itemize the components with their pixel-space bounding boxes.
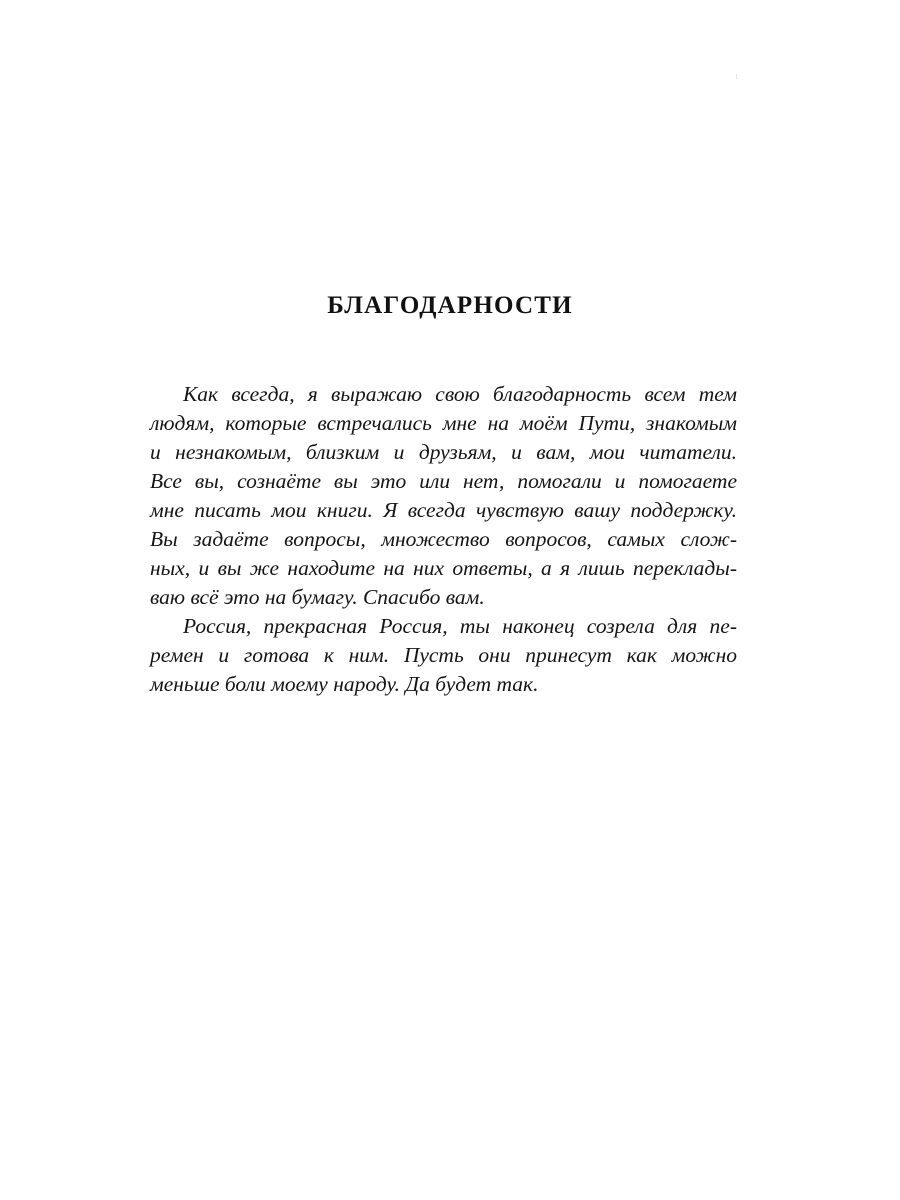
page-title: БЛАГОДАРНОСТИ <box>327 292 573 319</box>
paragraph-2-line-2: ремен и готова к ним. Пусть они принесут как можно <box>150 643 737 667</box>
page-edge-mark <box>736 74 737 79</box>
paragraph-2-line-1: Россия, прекрасная Россия, ты наконец созрела для пе- <box>183 614 737 638</box>
acknowledgements-text <box>150 380 737 699</box>
paragraph-1-line-8: ваю всё это на бумагу. Спасибо вам. <box>150 585 485 609</box>
paragraph-1-line-5: мне писать мои книги. Я всегда чувствую вашу поддержку. <box>150 498 737 522</box>
paragraph-2-line-3: меньше боли моему народу. Да будет так. <box>150 672 539 696</box>
paragraph-1-line-2: людям, которые встречались мне на моём Пути, знакомым <box>150 411 737 435</box>
paragraph-1-line-4: Все вы, сознаёте вы это или нет, помогали и помогаете <box>150 469 737 493</box>
paragraph-1-line-3: и незнакомым, близким и друзьям, и вам, мои читатели. <box>150 440 737 464</box>
paragraph-1-line-1: Как всегда, я выражаю свою благодарность всем тем <box>183 382 737 406</box>
paragraph-1-line-6: Вы задаёте вопросы, множество вопросов, самых слож- <box>150 527 737 551</box>
paragraph-1-line-7: ных, и вы же находите на них ответы, а я лишь переклады- <box>150 556 737 580</box>
